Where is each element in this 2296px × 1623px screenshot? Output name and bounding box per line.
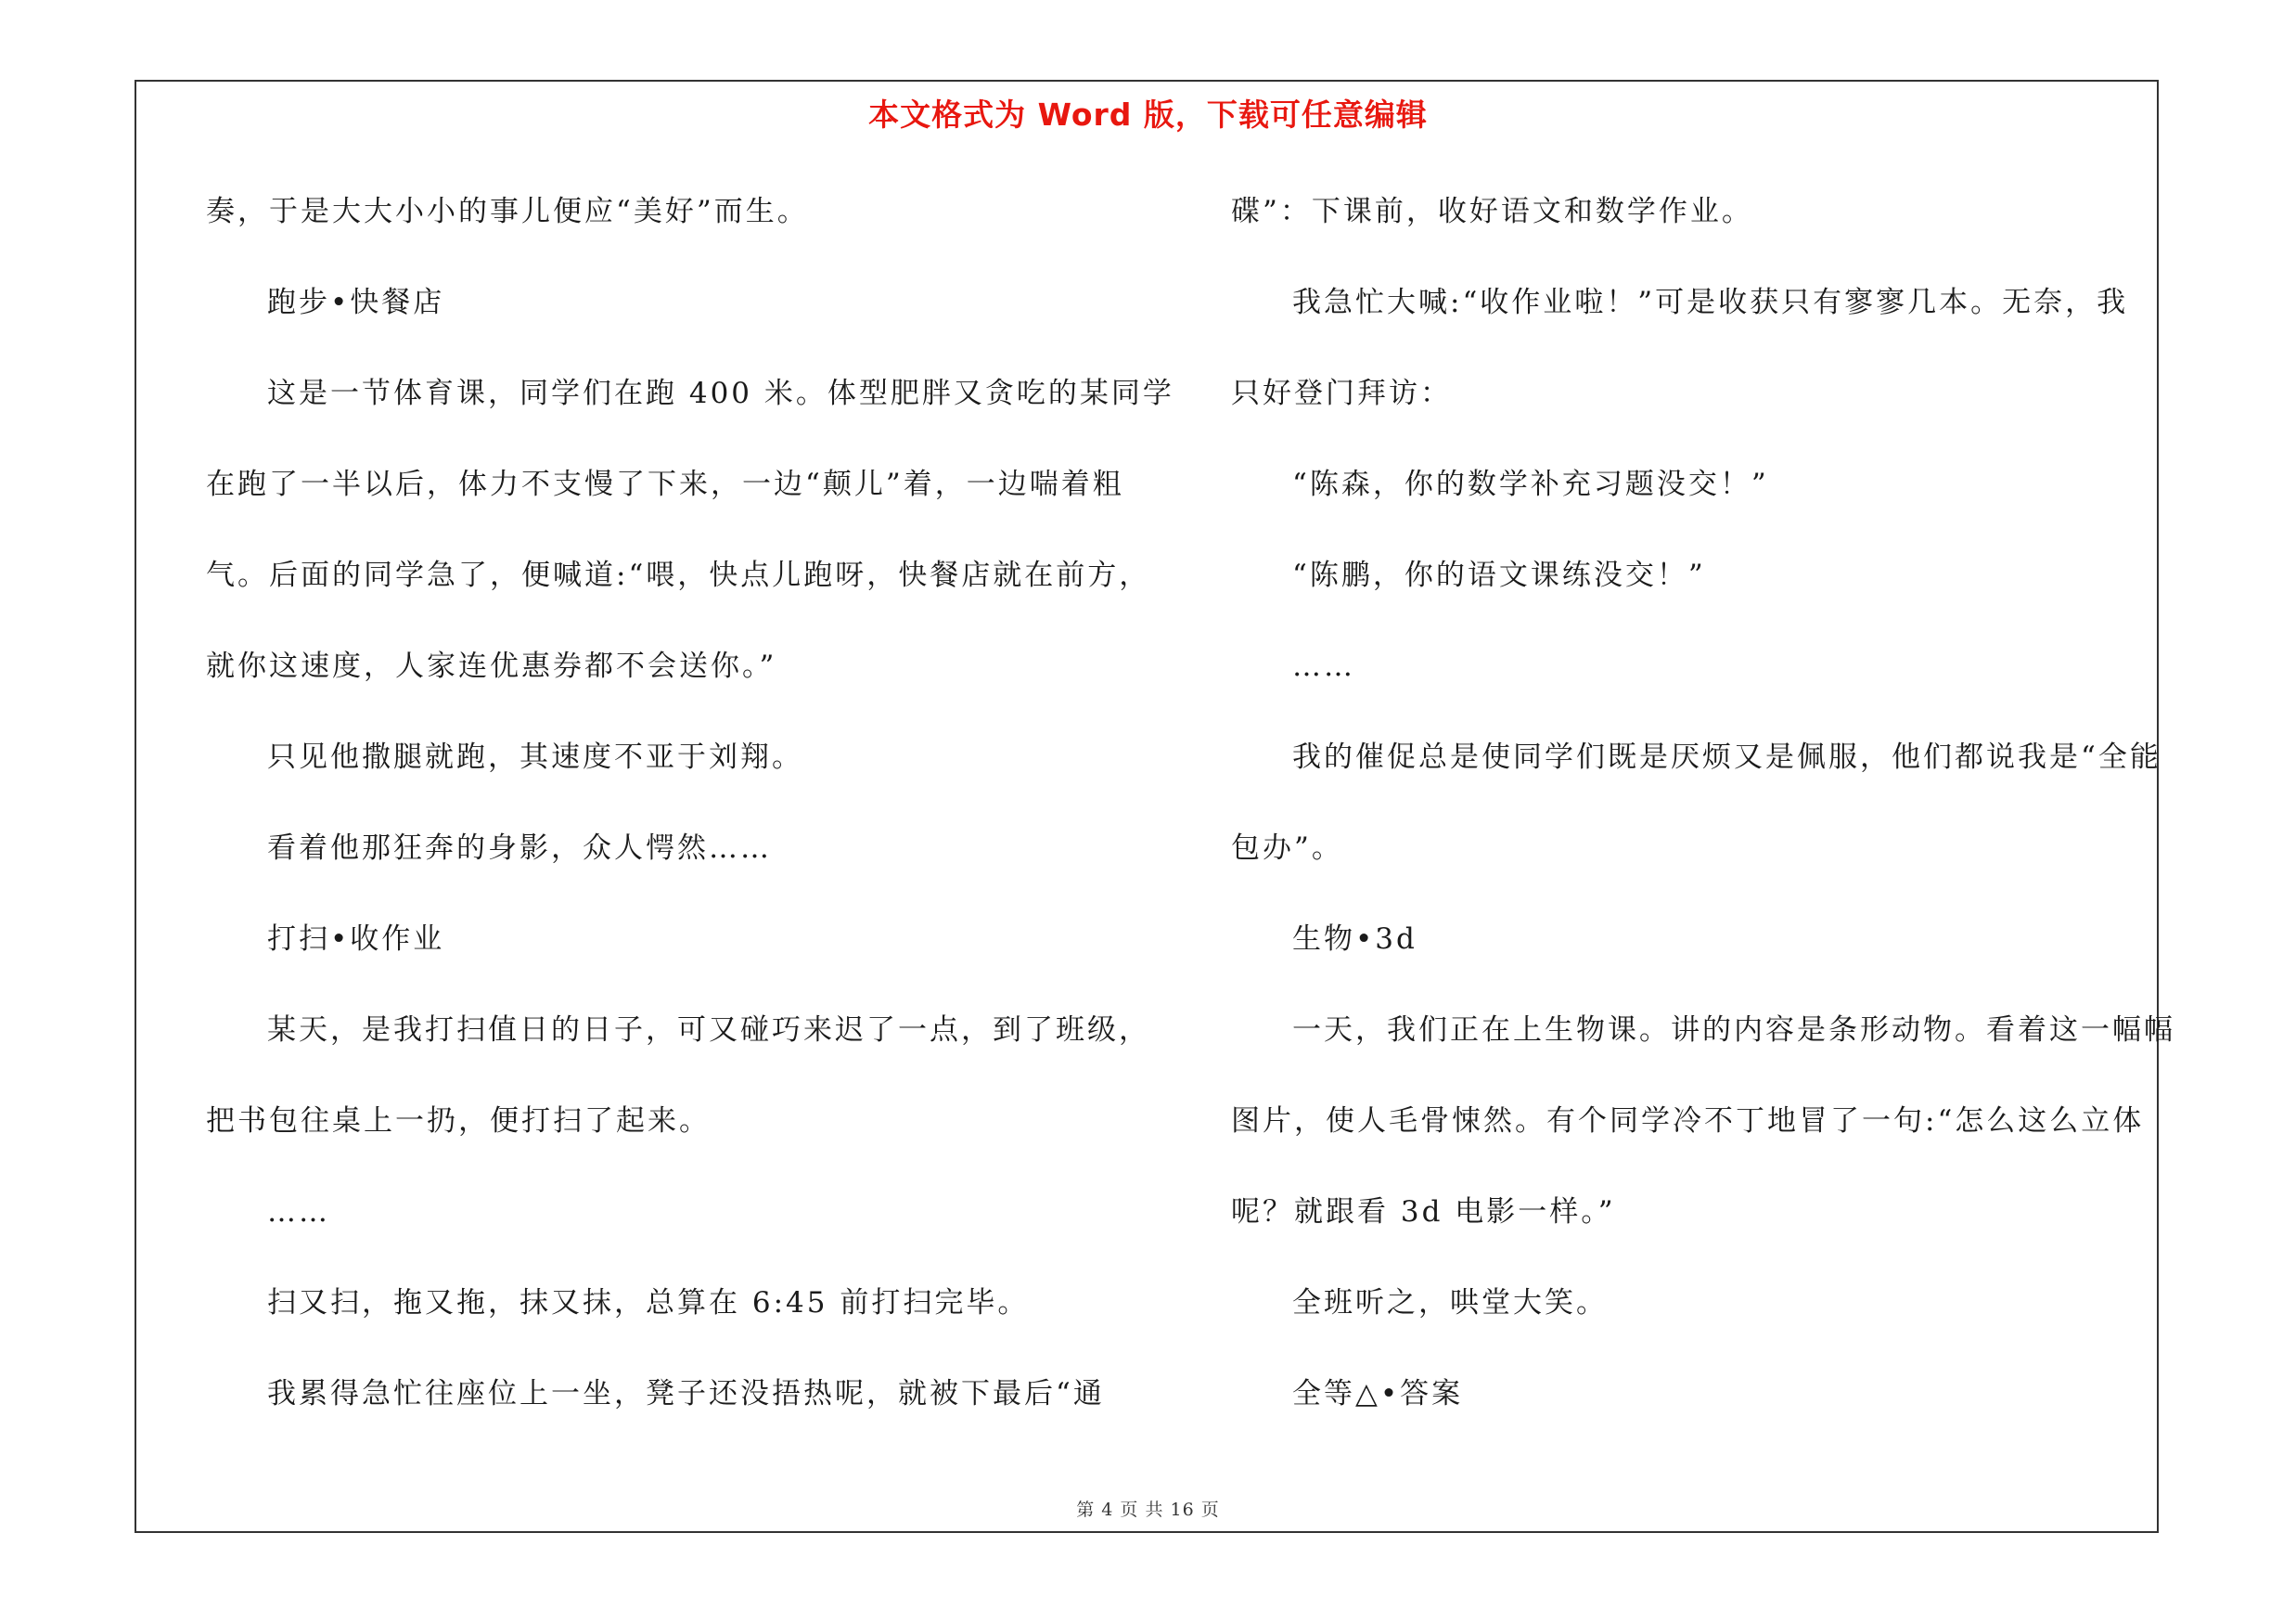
text-line: 奏，于是大大小小的事儿便应“美好”而生。 (206, 195, 809, 228)
section-heading: 跑步•快餐店 (267, 286, 445, 319)
ellipsis-line: …… (267, 1195, 330, 1229)
text-line: 我急忙大喊:“收作业啦！”可是收获只有寥寥几本。无奈，我 (1292, 286, 2129, 319)
text-line: 把书包往桌上一扔，便打扫了起来。 (206, 1104, 711, 1138)
section-heading: 全等△•答案 (1292, 1377, 1464, 1410)
page-number: 第 4 页 共 16 页 (1076, 1500, 1220, 1520)
section-heading: 生物•3d (1292, 922, 1417, 956)
text-line: 我累得急忙往座位上一坐，凳子还没捂热呢，就被下最后“通 (267, 1377, 1105, 1410)
text-line: “陈森，你的数学补充习题没交！” (1292, 468, 1769, 501)
text-line: 看着他那狂奔的身影，众人愕然…… (267, 831, 772, 865)
text-line: 就你这速度，人家连优惠券都不会送你。” (206, 650, 777, 683)
text-line: 一天，我们正在上生物课。讲的内容是条形动物。看着这一幅幅 (1292, 1013, 2175, 1047)
text-line: 某天，是我打扫值日的日子，可又碰巧来迟了一点，到了班级， (267, 1013, 1150, 1047)
text-line: 碟”：下课前，收好语文和数学作业。 (1231, 195, 1753, 228)
text-line: 只见他撒腿就跑，其速度不亚于刘翔。 (267, 741, 803, 774)
text-line: 图片，使人毛骨悚然。有个同学冷不丁地冒了一句:“怎么这么立体 (1231, 1104, 2145, 1138)
text-line: 扫又扫，拖又拖，抹又抹，总算在 6:45 前打扫完毕。 (267, 1286, 1030, 1320)
text-line: “陈鹏，你的语文课练没交！” (1292, 559, 1706, 592)
text-line: 全班听之，哄堂大笑。 (1292, 1286, 1608, 1320)
text-line: 这是一节体育课，同学们在跑 400 米。体型肥胖又贪吃的某同学 (267, 377, 1174, 410)
header-banner: 本文格式为 Word 版，下载可任意编辑 (868, 97, 1428, 133)
ellipsis-line: …… (1292, 650, 1355, 683)
text-line: 我的催促总是使同学们既是厌烦又是佩服，他们都说我是“全能 (1292, 741, 2161, 774)
text-line: 只好登门拜访： (1231, 377, 1452, 410)
text-line: 在跑了一半以后，体力不支慢了下来，一边“颠儿”着，一边喘着粗 (206, 468, 1124, 501)
text-line: 包办”。 (1231, 831, 1343, 865)
section-heading: 打扫•收作业 (267, 922, 445, 956)
text-line: 气。后面的同学急了，便喊道:“喂，快点儿跑呀，快餐店就在前方， (206, 559, 1151, 592)
text-line: 呢？就跟看 3d 电影一样。” (1231, 1195, 1616, 1229)
